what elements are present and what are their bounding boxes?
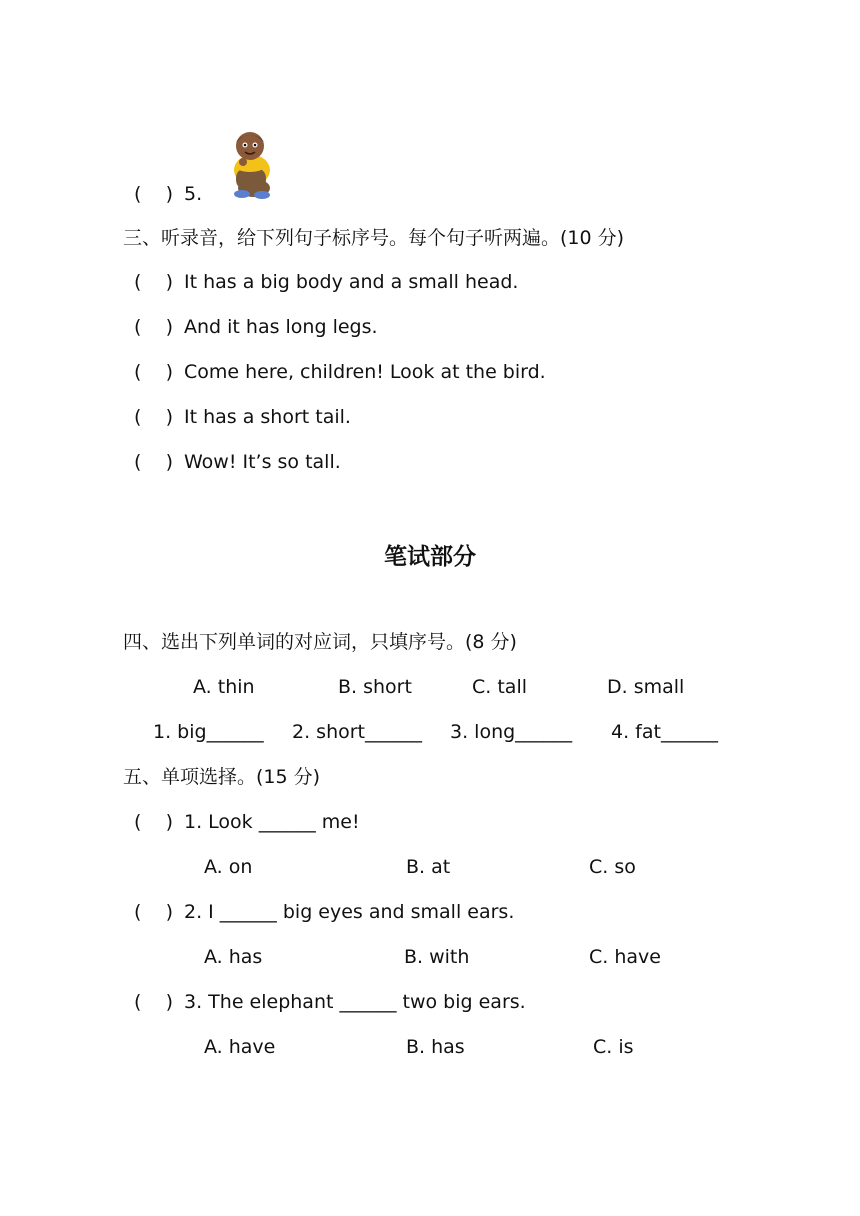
sentence-item: Come here, children! Look at the bird. (184, 361, 546, 383)
choice-b: B. has (406, 1036, 465, 1058)
written-part-title: 笔试部分 (384, 544, 476, 570)
answer-paren: ( ) (134, 451, 173, 473)
sentence-item: Wow! It’s so tall. (184, 451, 341, 473)
choice-c: C. so (589, 856, 636, 878)
answer-paren: ( ) (134, 991, 173, 1013)
answer-paren: ( ) (134, 811, 173, 833)
sentence-item: It has a short tail. (184, 406, 351, 428)
choice-c: C. have (589, 946, 661, 968)
sentence-item: And it has long legs. (184, 316, 378, 338)
choice-a: A. on (204, 856, 253, 878)
word-blank-3: 3. long______ (450, 721, 573, 743)
choice-a: A. has (204, 946, 263, 968)
word-blank-1: 1. big______ (153, 721, 264, 743)
sitting-boy-icon (220, 126, 286, 200)
answer-paren: ( ) (134, 406, 173, 428)
option-b: B. short (338, 676, 412, 698)
option-a: A. thin (193, 676, 255, 698)
option-c: C. tall (472, 676, 527, 698)
word-blank-2: 2. short______ (292, 721, 422, 743)
answer-paren: ( ) (134, 901, 173, 923)
word-blank-4: 4. fat______ (611, 721, 718, 743)
sentence-item: It has a big body and a small head. (184, 271, 519, 293)
choice-b: B. with (404, 946, 470, 968)
choice-a: A. have (204, 1036, 276, 1058)
question-number: 5. (184, 183, 203, 205)
question-text: 2. I ______ big eyes and small ears. (184, 901, 515, 923)
answer-paren: ( ) (134, 316, 173, 338)
answer-paren: ( ) (134, 361, 173, 383)
option-d: D. small (607, 676, 685, 698)
section-3-heading: 三、听录音，给下列句子标序号。每个句子听两遍。(10 分) (123, 227, 625, 249)
choice-c: C. is (593, 1036, 634, 1058)
question-text: 1. Look ______ me! (184, 811, 360, 833)
answer-paren: ( ) (134, 271, 173, 293)
section-5-heading: 五、单项选择。(15 分) (123, 766, 321, 788)
section-4-heading: 四、选出下列单词的对应词，只填序号。(8 分) (123, 631, 517, 653)
question-text: 3. The elephant ______ two big ears. (184, 991, 526, 1013)
answer-paren: ( ) (134, 183, 173, 205)
choice-b: B. at (406, 856, 451, 878)
